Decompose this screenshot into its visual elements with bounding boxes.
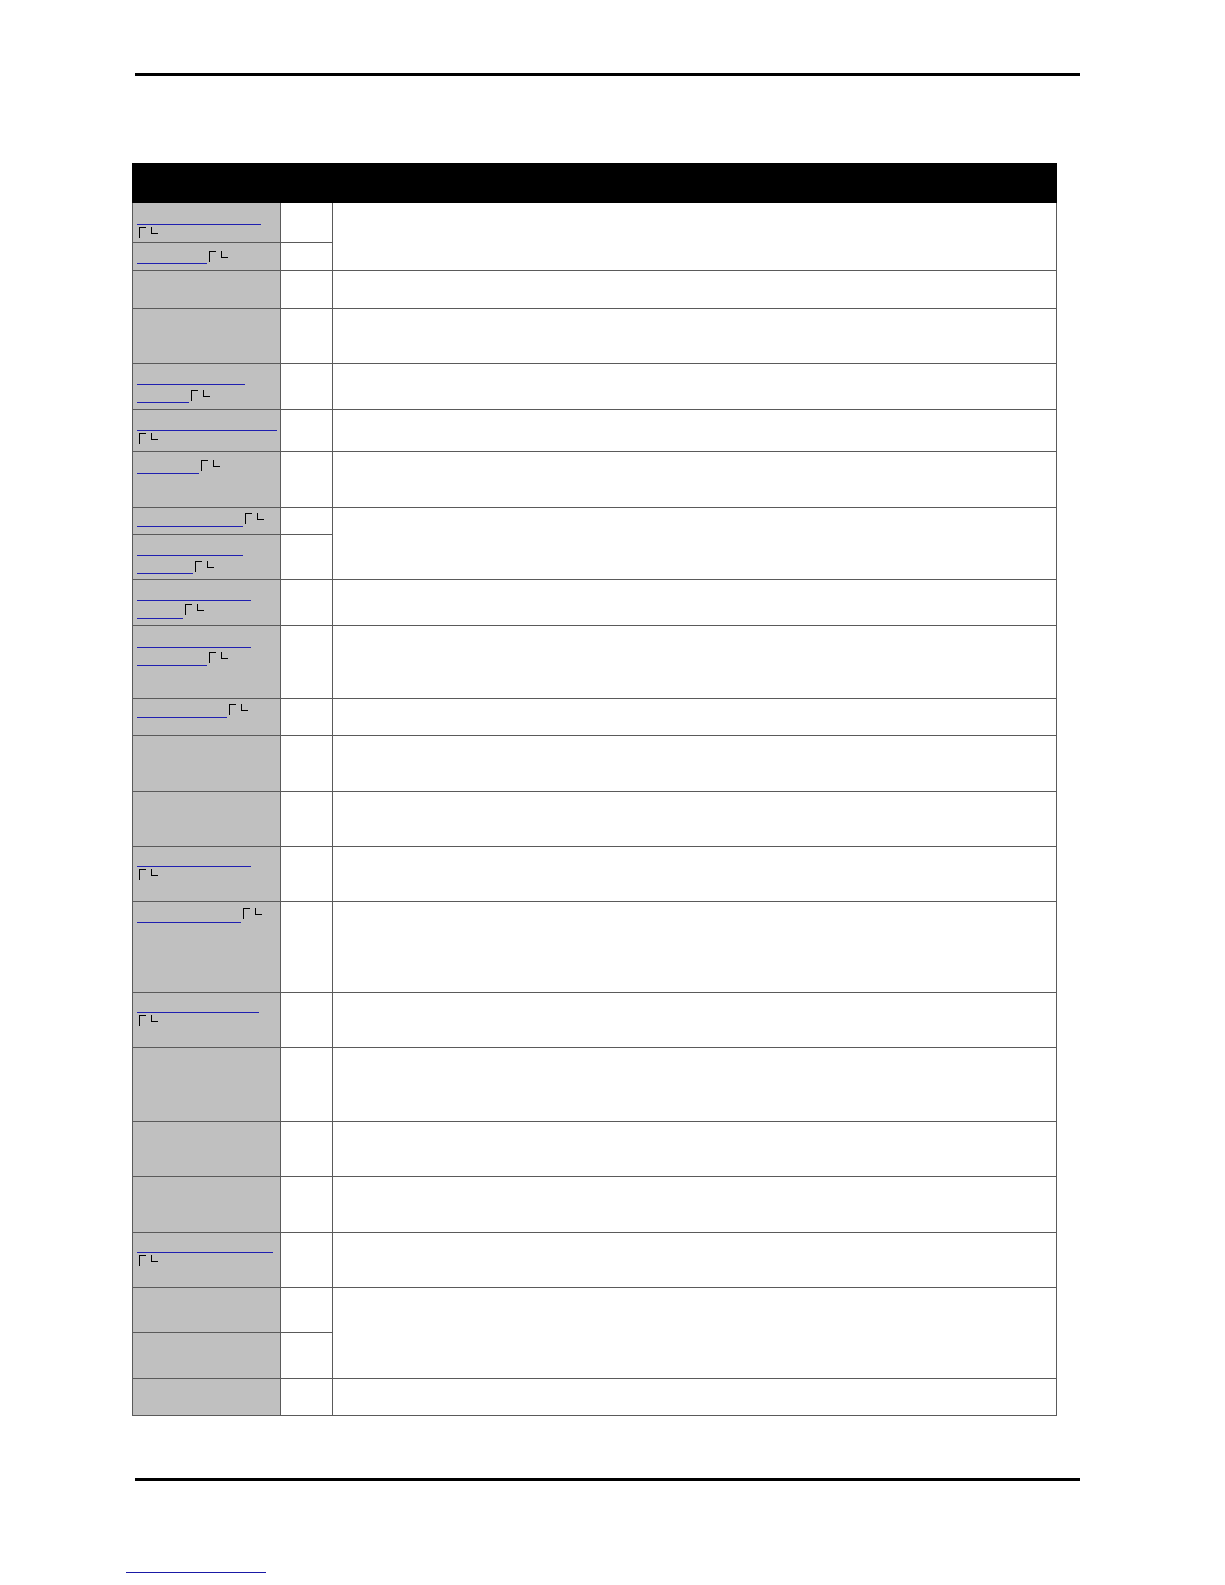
name-cell bbox=[133, 626, 281, 699]
description-cell bbox=[333, 1122, 1057, 1177]
code-cell bbox=[281, 1177, 333, 1233]
jump-marker-icon bbox=[209, 251, 231, 261]
name-cell bbox=[133, 508, 281, 535]
link-underline[interactable] bbox=[137, 866, 251, 867]
jump-marker-icon bbox=[139, 227, 161, 237]
table-row bbox=[133, 1379, 1057, 1416]
table-row bbox=[133, 508, 1057, 535]
description-cell bbox=[333, 1177, 1057, 1233]
name-cell bbox=[133, 699, 281, 736]
table-row bbox=[133, 271, 1057, 309]
name-cell bbox=[133, 1333, 281, 1379]
link-underline[interactable] bbox=[137, 665, 207, 666]
table-row bbox=[133, 203, 1057, 243]
table-row bbox=[133, 309, 1057, 364]
table-row bbox=[133, 580, 1057, 626]
link-underline[interactable] bbox=[137, 555, 243, 556]
code-cell bbox=[281, 1379, 333, 1416]
code-cell bbox=[281, 243, 333, 271]
name-cell bbox=[133, 993, 281, 1048]
code-cell bbox=[281, 792, 333, 847]
link-underline[interactable] bbox=[137, 618, 183, 619]
code-cell bbox=[281, 1288, 333, 1333]
code-cell bbox=[281, 452, 333, 508]
name-cell bbox=[133, 792, 281, 847]
description-cell bbox=[333, 1048, 1057, 1122]
jump-marker-icon bbox=[139, 1015, 161, 1025]
code-cell bbox=[281, 535, 333, 580]
link-underline[interactable] bbox=[137, 573, 193, 574]
table-row bbox=[133, 1288, 1057, 1333]
description-cell bbox=[333, 736, 1057, 792]
link-underline[interactable] bbox=[137, 473, 199, 474]
header-cell-description bbox=[333, 164, 1057, 203]
table-row bbox=[133, 626, 1057, 699]
name-cell bbox=[133, 847, 281, 902]
table-row bbox=[133, 993, 1057, 1048]
table-row bbox=[133, 699, 1057, 736]
code-cell bbox=[281, 410, 333, 452]
name-cell bbox=[133, 1233, 281, 1288]
jump-marker-icon bbox=[201, 460, 223, 470]
footer-link-underline[interactable] bbox=[126, 1572, 266, 1573]
link-underline[interactable] bbox=[137, 600, 251, 601]
name-cell bbox=[133, 736, 281, 792]
table-row bbox=[133, 736, 1057, 792]
description-cell bbox=[333, 847, 1057, 902]
link-underline[interactable] bbox=[137, 717, 227, 718]
table-row bbox=[133, 902, 1057, 993]
description-cell bbox=[333, 626, 1057, 699]
table-row bbox=[133, 847, 1057, 902]
description-cell bbox=[333, 309, 1057, 364]
code-cell bbox=[281, 902, 333, 993]
code-cell bbox=[281, 1048, 333, 1122]
code-cell bbox=[281, 508, 333, 535]
description-cell bbox=[333, 993, 1057, 1048]
name-cell bbox=[133, 1288, 281, 1333]
description-cell bbox=[333, 1233, 1057, 1288]
table-header-row bbox=[133, 164, 1057, 203]
link-underline[interactable] bbox=[137, 224, 261, 225]
name-cell bbox=[133, 243, 281, 271]
code-cell bbox=[281, 271, 333, 309]
jump-marker-icon bbox=[139, 869, 161, 879]
code-cell bbox=[281, 1333, 333, 1379]
code-cell bbox=[281, 847, 333, 902]
link-underline[interactable] bbox=[137, 263, 207, 264]
jump-marker-icon bbox=[139, 1255, 161, 1265]
description-cell bbox=[333, 580, 1057, 626]
name-cell bbox=[133, 309, 281, 364]
code-cell bbox=[281, 1122, 333, 1177]
name-cell bbox=[133, 452, 281, 508]
name-cell bbox=[133, 535, 281, 580]
code-cell bbox=[281, 699, 333, 736]
header-cell-name bbox=[133, 164, 281, 203]
code-cell bbox=[281, 736, 333, 792]
link-underline[interactable] bbox=[137, 402, 189, 403]
code-cell bbox=[281, 1233, 333, 1288]
table-row bbox=[133, 792, 1057, 847]
description-cell bbox=[333, 364, 1057, 410]
description-cell bbox=[333, 271, 1057, 309]
name-cell bbox=[133, 1122, 281, 1177]
table-row bbox=[133, 1048, 1057, 1122]
header-cell-code bbox=[281, 164, 333, 203]
name-cell bbox=[133, 1379, 281, 1416]
description-cell bbox=[333, 1288, 1057, 1379]
jump-marker-icon bbox=[229, 704, 251, 714]
name-cell bbox=[133, 203, 281, 243]
description-cell bbox=[333, 902, 1057, 993]
jump-marker-icon bbox=[185, 604, 207, 614]
name-cell bbox=[133, 410, 281, 452]
table-row bbox=[133, 364, 1057, 410]
header-rule bbox=[135, 73, 1080, 76]
jump-marker-icon bbox=[139, 433, 161, 443]
link-underline[interactable] bbox=[137, 647, 251, 648]
link-underline[interactable] bbox=[137, 922, 241, 923]
reference-table bbox=[132, 163, 1057, 1416]
code-cell bbox=[281, 993, 333, 1048]
table-row bbox=[133, 410, 1057, 452]
name-cell bbox=[133, 1177, 281, 1233]
description-cell bbox=[333, 699, 1057, 736]
code-cell bbox=[281, 364, 333, 410]
description-cell bbox=[333, 508, 1057, 580]
table-row bbox=[133, 1233, 1057, 1288]
description-cell bbox=[333, 1379, 1057, 1416]
table-row bbox=[133, 452, 1057, 508]
jump-marker-icon bbox=[195, 561, 217, 571]
name-cell bbox=[133, 580, 281, 626]
link-underline[interactable] bbox=[137, 1012, 259, 1013]
code-cell bbox=[281, 203, 333, 243]
table-row bbox=[133, 1122, 1057, 1177]
code-cell bbox=[281, 626, 333, 699]
link-underline[interactable] bbox=[137, 1252, 273, 1253]
jump-marker-icon bbox=[191, 390, 213, 400]
name-cell bbox=[133, 902, 281, 993]
code-cell bbox=[281, 580, 333, 626]
name-cell bbox=[133, 271, 281, 309]
link-underline[interactable] bbox=[137, 526, 243, 527]
jump-marker-icon bbox=[243, 908, 265, 918]
code-cell bbox=[281, 309, 333, 364]
footer-rule bbox=[135, 1478, 1080, 1481]
table-row bbox=[133, 1177, 1057, 1233]
link-underline[interactable] bbox=[137, 384, 245, 385]
description-cell bbox=[333, 410, 1057, 452]
description-cell bbox=[333, 452, 1057, 508]
link-underline[interactable] bbox=[137, 430, 277, 431]
description-cell bbox=[333, 203, 1057, 271]
jump-marker-icon bbox=[245, 513, 267, 523]
jump-marker-icon bbox=[209, 652, 231, 662]
description-cell bbox=[333, 792, 1057, 847]
name-cell bbox=[133, 364, 281, 410]
name-cell bbox=[133, 1048, 281, 1122]
